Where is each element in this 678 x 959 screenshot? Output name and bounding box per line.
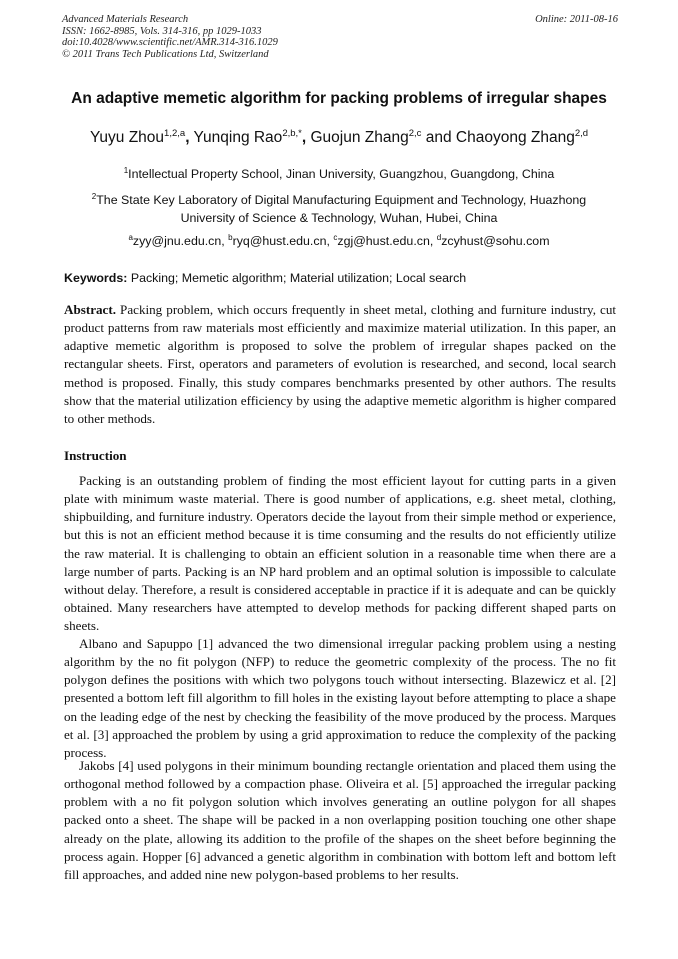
author-affiliation-mark: 2,c bbox=[408, 128, 422, 139]
author-affiliation-mark: 1,2,a bbox=[164, 128, 186, 139]
body-paragraph-1: Packing is an outstanding problem of finding the most efficient layout for cutting parts in a given plate with minimum waste material. There is good number of applications, e.g. sheet metal, clothing, shipbuilding, and furniture industry. Operators decide the layout from their simple method or experience, but this is not an efficient method because it is time consuming and the results do not efficiently utilize the raw material. It is challenging to obtain an efficient solution in a reasonable time when there are a large number of parts. Packing is an NP hard problem and an optimal solution is impossible to calculate without delay. Therefore, a result is considered acceptable in practice if it is adequate and can be quickly obtained. Many researchers have attempted to develop methods for packing different shaped parts on sheets. bbox=[64, 473, 616, 634]
affiliation-1 bbox=[60, 165, 618, 183]
author-name: Guojun Zhang bbox=[310, 129, 409, 146]
author-name: Chaoyong Zhang bbox=[455, 129, 575, 146]
affiliation-text-line2: University of Science & Technology, Wuhan, Hubei, China bbox=[180, 211, 498, 225]
email-address: zyy@jnu.edu.cn, bbox=[132, 234, 225, 248]
affiliation-text-line1: The State Key Laboratory of Digital Manufacturing Equipment and Technology, Huazhong bbox=[96, 193, 587, 207]
paper-title: An adaptive memetic algorithm for packing problems of irregular shapes bbox=[71, 90, 607, 107]
email-address: ryq@hust.edu.cn, bbox=[232, 234, 330, 248]
journal-name: Advanced Materials Research bbox=[62, 14, 189, 25]
body-paragraph-3: Jakobs [4] used polygons in their minimum bounding rectangle orientation and placed them using the orthogonal method followed by a compaction phase. Oliveira et al. [5] approached the irregular packing problem with a no fit polygon solution which involves generating an outline polygon for all shapes packed onto a sheet. The shape will be packed in a non overlapping position touching one other shape already on the plate, allowing its addition to the profile of the shapes on the sheet before beginning the process again. Hopper [6] advanced a genetic algorithm in combination with bottom left and bottom left fill approaches, and added nine new polygon-based problems to her results. bbox=[64, 758, 616, 882]
abstract-label: Abstract. bbox=[64, 302, 116, 317]
author-conjunction: and bbox=[425, 129, 452, 146]
journal-copyright: © 2011 Trans Tech Publications Ltd, Switzerland bbox=[62, 48, 269, 60]
online-date: Online: 2011-08-16 bbox=[535, 14, 618, 25]
keywords-label: Keywords: bbox=[64, 271, 128, 285]
keywords-line bbox=[64, 271, 624, 285]
abstract-paragraph bbox=[64, 301, 616, 428]
affiliation-mark: 2 bbox=[91, 192, 97, 201]
author-affiliation-mark: 2,d bbox=[574, 128, 589, 139]
journal-doi: doi:10.4028/www.scientific.net/AMR.314-316.1029 bbox=[62, 37, 278, 49]
affiliation-mark: 1 bbox=[123, 166, 129, 175]
affiliation-2 bbox=[60, 191, 618, 227]
author-list: Yuyu Zhou$^{1,2,a}$, Yunqing Rao$^{2,b,*}$, Guojun Zhang$^{2,c}$ and Chaoyong Zhang$^{2,d}$ bbox=[89, 128, 589, 146]
author-emails bbox=[60, 234, 618, 248]
email-mark: d bbox=[436, 233, 442, 242]
email-mark: c bbox=[333, 233, 338, 242]
author-affiliation-mark: 2,b,* bbox=[282, 128, 302, 139]
journal-issn: ISSN: 1662-8985, Vols. 314-316, pp 1029-1033 bbox=[62, 25, 262, 37]
email-address: zgj@hust.edu.cn, bbox=[337, 234, 434, 248]
email-mark: a bbox=[128, 233, 133, 242]
keywords-text: Packing; Memetic algorithm; Material utilization; Local search bbox=[130, 271, 467, 285]
email-address: zcyhust@sohu.com bbox=[441, 234, 550, 248]
journal-header bbox=[62, 14, 618, 60]
body-paragraph-2: Albano and Sapuppo [1] advanced the two dimensional irregular packing problem using a nesting algorithm by the no fit polygon (NFP) to reduce the geometric complexity of the process. The no fit polygon defines the positions with which two polygons touch without intersecting. Blazewicz et al. [2] presented a bottom left fill algorithm to fill holes in the existing layout before attempting to place a shape on the leading edge of the nest by checking the feasibility of the move produced by the process. Marques et al. [3] approached the problem by using a grid approximation to reduce the complexity of the packing process. bbox=[64, 636, 616, 760]
affiliation-text: Intellectual Property School, Jinan University, Guangzhou, Guangdong, China bbox=[128, 167, 555, 181]
email-mark: b bbox=[228, 233, 233, 242]
author-name: Yuyu Zhou bbox=[89, 129, 165, 146]
abstract-text: Packing problem, which occurs frequently in sheet metal, clothing and furniture industry, cut product patterns from raw materials most efficiently and maximize material utilization. In this paper, an adaptive memetic algorithm is proposed to solve the problem of irregular shapes packed on the rectangular sheets. First, operators and parameters of evolution is researched, and second, local search method is proposed. Finally, this study compares benchmarks presented by other authors. The results show that the material utilization efficiency by using the adaptive memetic algorithm is higher compared to other methods. bbox=[64, 302, 616, 426]
section-heading: Instruction bbox=[64, 448, 127, 463]
author-name: Yunqing Rao bbox=[193, 129, 283, 146]
